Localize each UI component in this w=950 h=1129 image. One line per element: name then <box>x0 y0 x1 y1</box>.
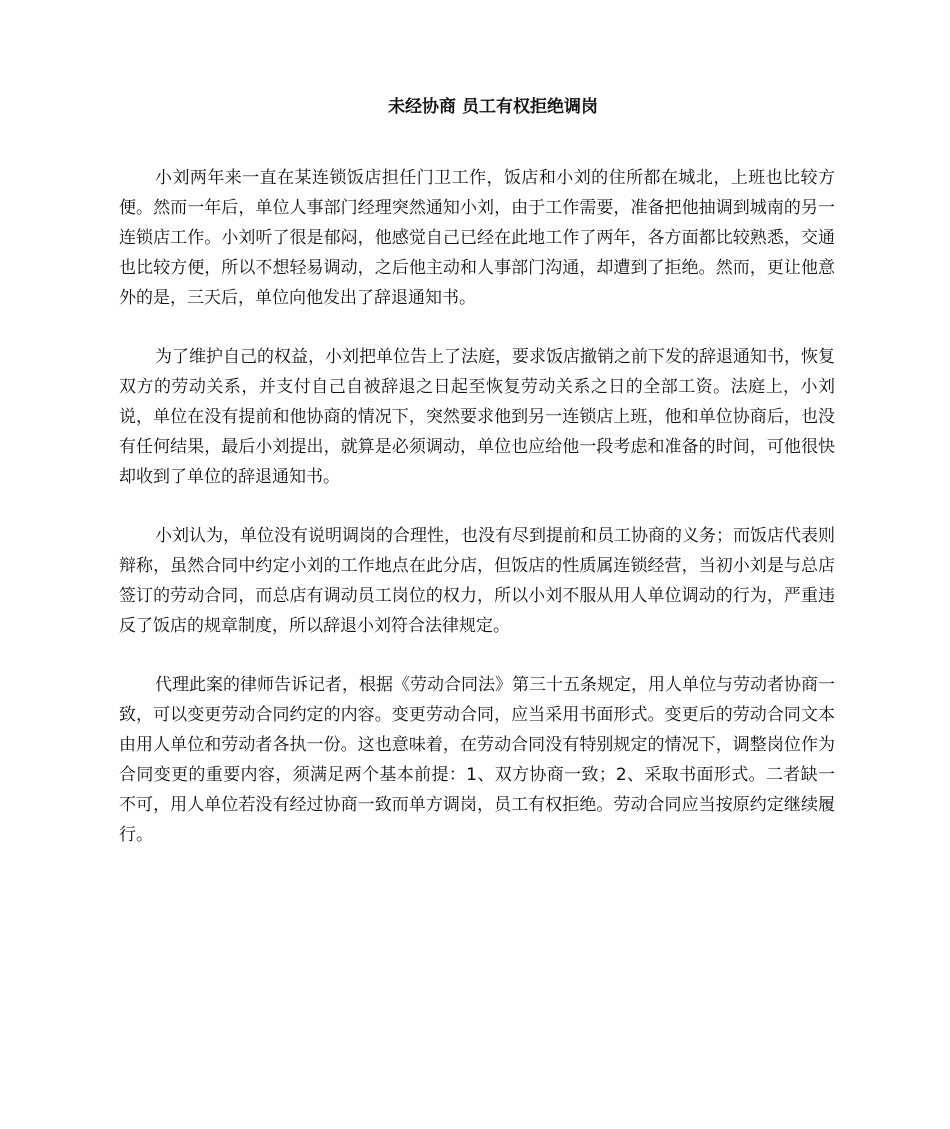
paragraph-2: 为了维护自己的权益，小刘把单位告上了法庭，要求饭店撤销之前下发的辞退通知书，恢复双方的劳动关系，并支付自己自被辞退之日起至恢复劳动关系之日的全部工资。法庭上，小刘说，单位在没有提前和他协商的情况下，突然要求他到另一连锁店上班，他和单位协商后，也没有任何结果，最后小刘提出，就算是必须调动，单位也应给他一段考虑和准备的时间，可他很快却收到了单位的辞退通知书。 <box>119 347 835 487</box>
paragraph-1: 小刘两年来一直在某连锁饭店担任门卫工作，饭店和小刘的住所都在城北，上班也比较方便。然而一年后，单位人事部门经理突然通知小刘，由于工作需要，准备把他抽调到城南的另一连锁店工作。小刘听了很是郁闷，他感觉自己已经在此地工作了两年，各方面都比较熟悉，交通也比较方便，所以不想轻易调动，之后他主动和人事部门沟通，却遭到了拒绝。然而，更让他意外的是，三天后，单位向他发出了辞退通知书。 <box>119 168 835 308</box>
document-body <box>119 163 835 879</box>
paragraph-4: 代理此案的律师告诉记者，根据《劳动合同法》第三十五条规定，用人单位与劳动者协商一致，可以变更劳动合同约定的内容。变更劳动合同，应当采用书面形式。变更后的劳动合同文本由用人单位和劳动者各执一份。这也意味着，在劳动合同没有特别规定的情况下，调整岗位作为合同变更的重要内容，须满足两个基本前提：1、双方协商一致；2、采取书面形式。二者缺一不可，用人单位若没有经过协商一致而单方调岗，员工有权拒绝。劳动合同应当按原约定继续履行。 <box>119 675 835 845</box>
paragraph-3: 小刘认为，单位没有说明调岗的合理性，也没有尽到提前和员工协商的义务；而饭店代表则辩称，虽然合同中约定小刘的工作地点在此分店，但饭店的性质属连锁经营，当初小刘是与总店签订的劳动合同，而总店有调动员工岗位的权力，所以小刘不服从用人单位调动的行为，严重违反了饭店的规章制度，所以辞退小刘符合法律规定。 <box>119 526 835 636</box>
document-title: 未经协商 员工有权拒绝调岗 <box>388 97 598 117</box>
